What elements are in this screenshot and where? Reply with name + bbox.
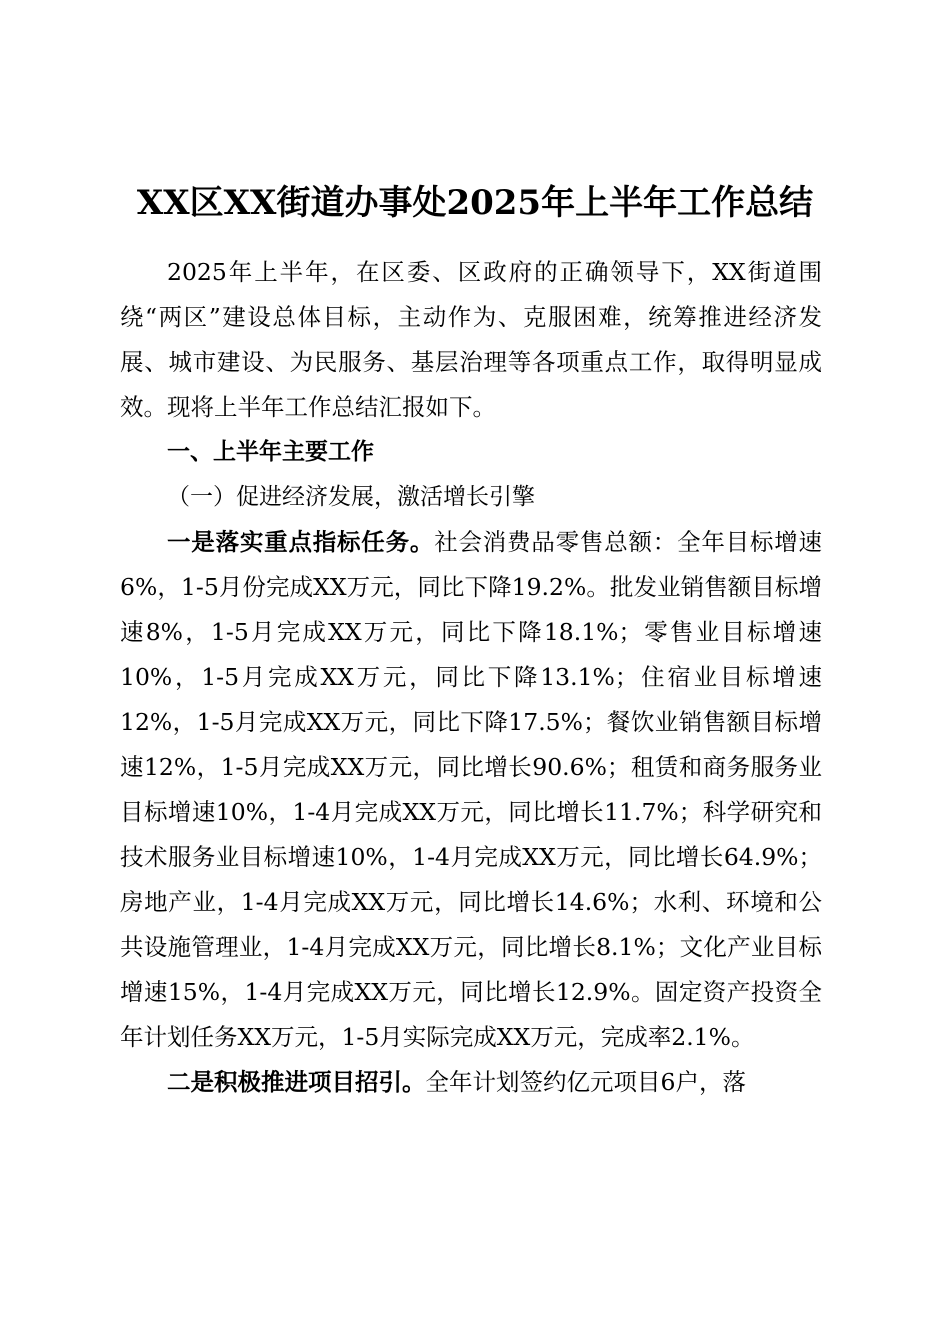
paragraph-2-text: 全年计划签约亿元项目6户，落 [425, 1068, 746, 1096]
section-heading: 一、上半年主要工作 [167, 439, 374, 465]
paragraph-1 [120, 520, 822, 1060]
paragraph-2 [120, 1060, 822, 1105]
paragraph-1-lead: 一是落实重点指标任务。 [167, 528, 435, 556]
document-title: XX区XX街道办事处2025年上半年工作总结 [136, 183, 814, 223]
subsection-heading: （一）促进经济发展，激活增长引擎 [167, 484, 535, 510]
document-body [120, 250, 822, 1105]
intro-paragraph: 2025年上半年，在区委、区政府的正确领导下，XX街道围绕“两区”建设总体目标，主动作为、克服困难，统筹推进经济发展、城市建设、为民服务、基层治理等各项重点工作，取得明显成效。现将上半年工作总结汇报如下。 [120, 258, 822, 421]
paragraph-1-text: 社会消费品零售总额：全年目标增速6%，1-5月份完成XX万元，同比下降19.2%。批发业销售额目标增速8%，1-5月完成XX万元，同比下降18.1%；零售业目标增速10%，1-5月完成XX万元，同比下降13.1%；住宿业目标增速12%，1-5月完成XX万元，同比下降17.5%；餐饮业销售额目标增速12%，1-5月完成XX万元，同比增长90.6%；租赁和商务服务业目标增速10%，1-4月完成XX万元，同比增长11.7%；科学研究和技术服务业目标增速10%，1-4月完成XX万元，同比增长64.9%；房地产业，1-4月完成XX万元，同比增长14.6%；水利、环境和公共设施管理业，1-4月完成XX万元，同比增长8.1%；文化产业目标增速15%，1-4月完成XX万元，同比增长12.9%。固定资产投资全年计划任务XX万元，1-5月实际完成XX万元，完成率2.1%。 [120, 528, 823, 1051]
paragraph-2-lead: 二是积极推进项目招引。 [167, 1068, 426, 1096]
